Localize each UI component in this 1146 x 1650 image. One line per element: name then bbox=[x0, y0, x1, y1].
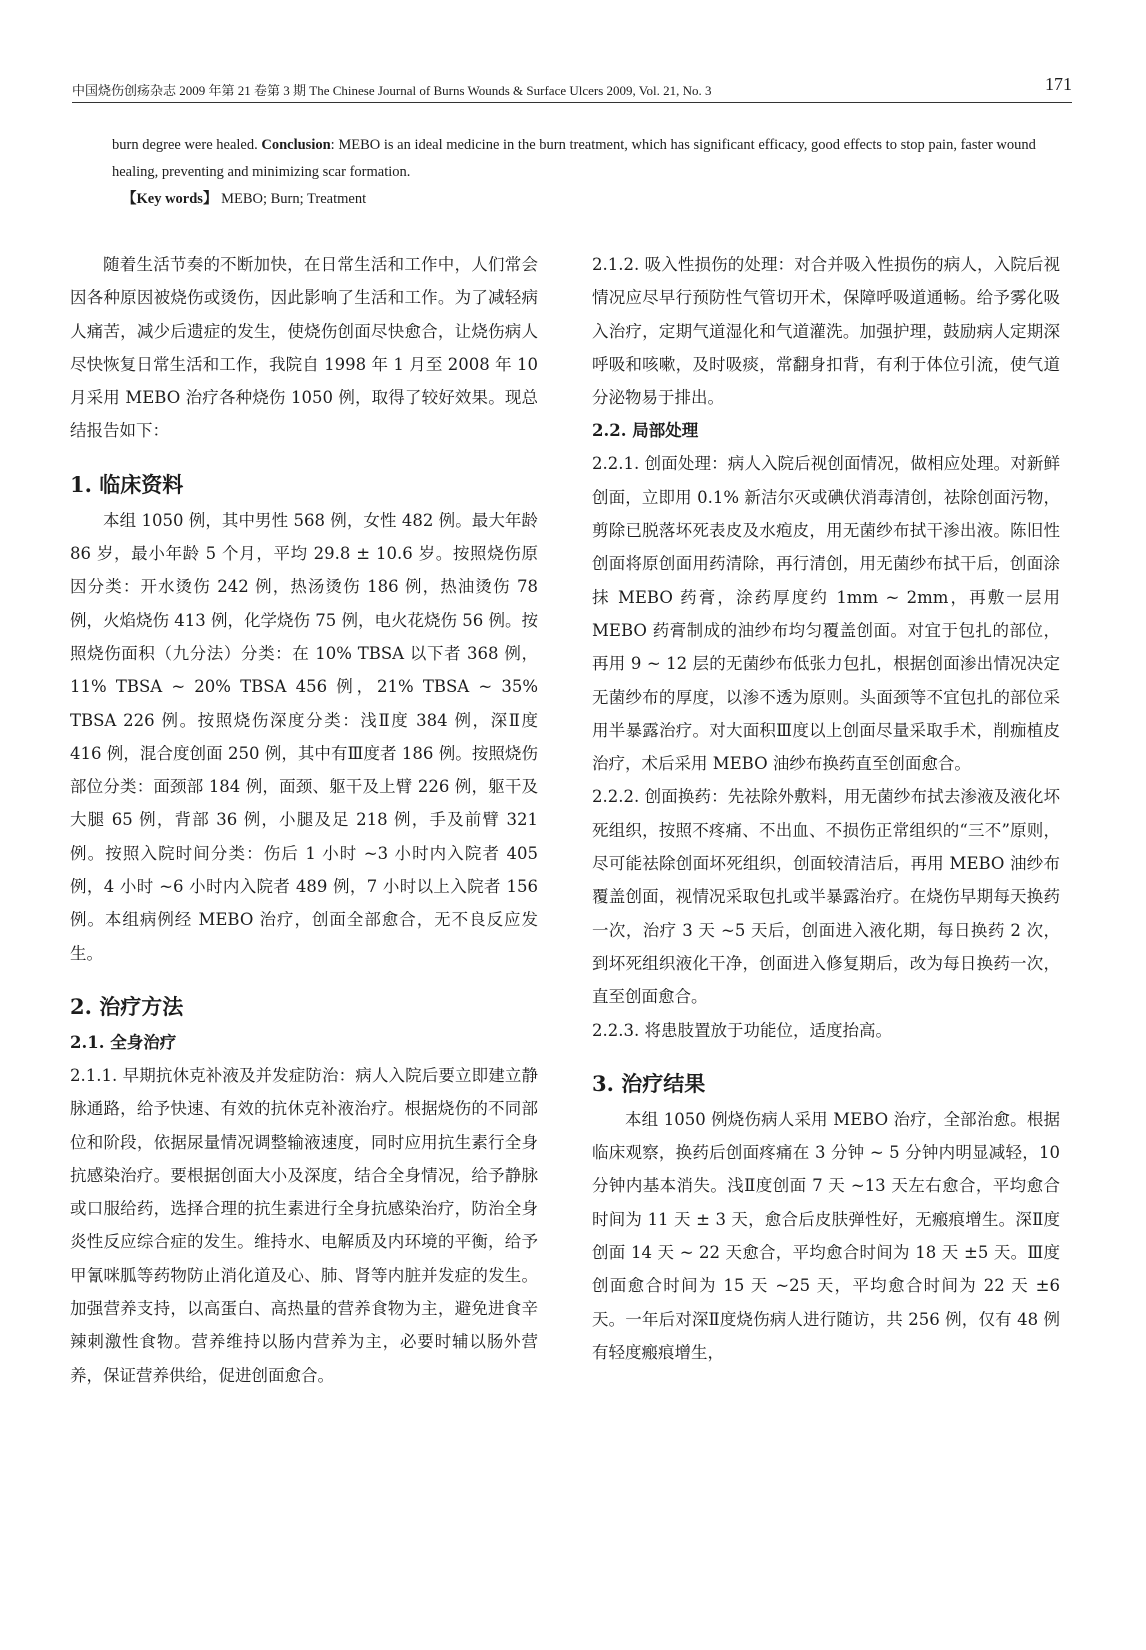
page-number: 171 bbox=[1045, 74, 1072, 94]
section-3-paragraph: 本组 1050 例烧伤病人采用 MEBO 治疗，全部治愈。根据临床观察，换药后创面疼痛在 3 分钟 ~ 5 分钟内明显减轻，10 分钟内基本消失。浅Ⅱ度创面 7 天 ~13 天左右愈合，平均愈合时间为 11 天 ± 3 天，愈合后皮肤弹性好，无瘢痕增生。深Ⅱ度创面 14 天 ~ 22 天愈合，平均愈合时间为 18 天 ±5 天。Ⅲ度创面愈合时间为 15 天 ~25 天，平均愈合时间为 22 天 ±6 天。一年后对深Ⅱ度烧伤病人进行随访，共 256 例，仅有 48 例有轻度瘢痕增生， bbox=[592, 1109, 1060, 1362]
right-column bbox=[592, 248, 1060, 1369]
abstract-line: burn degree were healed. bbox=[112, 137, 258, 153]
abstract-fragment bbox=[112, 132, 1062, 213]
section-2-2-heading: 2.2. 局部处理 bbox=[592, 421, 699, 441]
keywords-label: 【Key words】 bbox=[122, 191, 218, 207]
conclusion-label: Conclusion bbox=[261, 137, 331, 153]
section-2-2-1-paragraph: 2.2.1. 创面处理：病人入院后视创面情况，做相应处理。对新鲜创面，立即用 0.1% 新洁尔灭或碘伏消毒清创，祛除创面污物，剪除已脱落坏死表皮及水疱皮，用无菌纱布拭干渗出液。陈旧性创面将原创面用药清除，再行清创，用无菌纱布拭干后，创面涂抹 MEBO 药膏，涂药厚度约 1mm ~ 2mm，再敷一层用 MEBO 药膏制成的油纱布均匀覆盖创面。对宜于包扎的部位，再用 9 ~ 12 层的无菌纱布低张力包扎，根据创面渗出情况决定无菌纱布的厚度，以渗不透为原则。头面颈等不宜包扎的部位采用半暴露治疗。对大面积Ⅲ度以上创面尽量采取手术，削痂植皮治疗，术后采用 MEBO 油纱布换药直至创面愈合。 bbox=[592, 454, 1060, 774]
conclusion-text: : MEBO is an ideal medicine in the burn treatment, which has significant efficacy, good effects to stop pain, faster wound healing, preventing and minimizing scar formation. bbox=[112, 137, 1036, 180]
abstract-text bbox=[112, 132, 1062, 186]
intro-paragraph: 随着生活节奏的不断加快，在日常生活和工作中，人们常会因各种原因被烧伤或烫伤，因此影响了生活和工作。为了减轻病人痛苦，减少后遗症的发生，使烧伤创面尽快愈合，让烧伤病人尽快恢复日常生活和工作，我院自 1998 年 1 月至 2008 年 10 月采用 MEBO 治疗各种烧伤 1050 例，取得了较好效果。现总结报告如下： bbox=[70, 255, 538, 441]
section-2-2-2-paragraph: 2.2.2. 创面换药：先祛除外敷料，用无菌纱布拭去渗液及液化坏死组织，按照不疼痛、不出血、不损伤正常组织的“三不”原则，尽可能祛除创面坏死组织，创面较清洁后，再用 MEBO 油纱布覆盖创面，视情况采取包扎或半暴露治疗。在烧伤早期每天换药一次，治疗 3 天 ~5 天后，创面进入液化期，每日换药 2 次，到坏死组织液化干净，创面进入修复期后，改为每日换药一次，直至创面愈合。 bbox=[592, 787, 1060, 1007]
section-2-1-2-paragraph: 2.1.2. 吸入性损伤的处理：对合并吸入性损伤的病人，入院后视情况应尽早行预防性气管切开术，保障呼吸道通畅。给予雾化吸入治疗，定期气道湿化和气道灌洗。加强护理，鼓励病人定期深呼吸和咳嗽，及时吸痰，常翻身扣背，有利于体位引流，使气道分泌物易于排出。 bbox=[592, 255, 1060, 408]
section-2-2-3-paragraph: 2.2.3. 将患肢置放于功能位，适度抬高。 bbox=[592, 1020, 892, 1040]
section-3-heading: 3. 治疗结果 bbox=[592, 1070, 706, 1096]
keywords bbox=[112, 186, 1062, 213]
left-column bbox=[70, 248, 538, 1392]
section-2-1-heading: 2.1. 全身治疗 bbox=[70, 1032, 177, 1052]
section-2-heading: 2. 治疗方法 bbox=[70, 993, 184, 1019]
running-header bbox=[72, 74, 1072, 103]
section-1-heading: 1. 临床资料 bbox=[70, 471, 184, 497]
journal-citation: 中国烧伤创疡杂志 2009 年第 21 卷第 3 期 The Chinese Journal of Burns Wounds & Surface Ulcers 2009, Vol. 21, No. 3 bbox=[72, 83, 712, 98]
section-2-1-1-paragraph: 2.1.1. 早期抗休克补液及并发症防治：病人入院后要立即建立静脉通路，给予快速、有效的抗休克补液治疗。根据烧伤的不同部位和阶段，依据尿量情况调整输液速度，同时应用抗生素行全身抗感染治疗。要根据创面大小及深度，结合全身情况，给予静脉或口服给药，选择合理的抗生素进行全身抗感染治疗，防治全身炎性反应综合症的发生。维持水、电解质及内环境的平衡，给予甲氰咪胍等药物防止消化道及心、肺、肾等内脏并发症的发生。加强营养支持，以高蛋白、高热量的营养食物为主，避免进食辛辣刺激性食物。营养维持以肠内营养为主，必要时辅以肠外营养，保证营养供给，促进创面愈合。 bbox=[70, 1065, 538, 1385]
section-1-paragraph: 本组 1050 例，其中男性 568 例，女性 482 例。最大年龄 86 岁，最小年龄 5 个月，平均 29.8 ± 10.6 岁。按照烧伤原因分类：开水烫伤 242 例，热汤烫伤 186 例，热油烫伤 78 例，火焰烧伤 413 例，化学烧伤 75 例，电火花烧伤 56 例。按照烧伤面积（九分法）分类：在 10% TBSA 以下者 368 例，11% TBSA ~ 20% TBSA 456 例，21% TBSA ~ 35% TBSA 226 例。按照烧伤深度分类：浅Ⅱ度 384 例，深Ⅱ度 416 例，混合度创面 250 例，其中有Ⅲ度者 186 例。按照烧伤部位分类：面颈部 184 例，面颈、躯干及上臂 226 例，躯干及大腿 65 例，背部 36 例，小腿及足 218 例，手及前臂 321 例。按照入院时间分类：伤后 1 小时 ~3 小时内入院者 405 例，4 小时 ~6 小时内入院者 489 例，7 小时以上入院者 156 例。本组病例经 MEBO 治疗，创面全部愈合，无不良反应发生。 bbox=[70, 510, 538, 963]
keywords-text: MEBO; Burn; Treatment bbox=[217, 191, 367, 207]
